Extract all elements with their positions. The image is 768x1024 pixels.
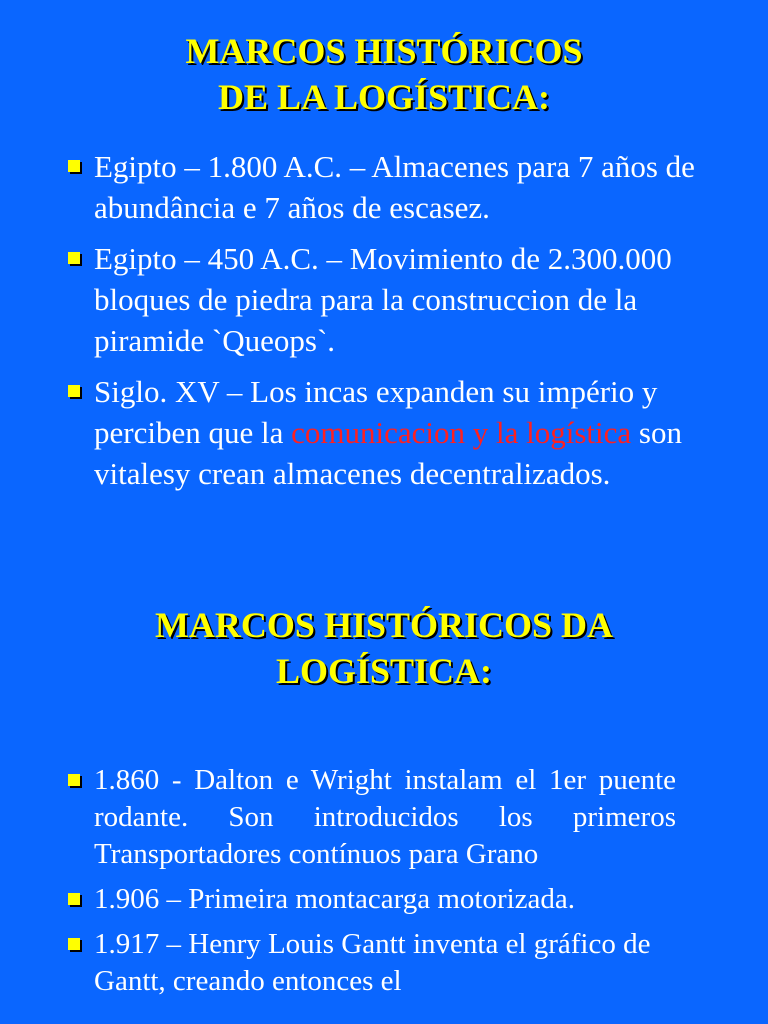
bullet-text: 1.860 - Dalton e Wright instalam el 1er puente rodante. Son introducidos los primeros Transportadores contínuos para Grano <box>94 764 676 870</box>
highlighted-text: comunicacion y la logística <box>291 415 632 450</box>
slide-marcos-historicos-2 <box>0 590 768 1024</box>
slide1-bullet-egipto-450 <box>64 238 724 361</box>
slide1-bullet-list <box>64 146 724 504</box>
slide2-bullet-list <box>64 762 676 1008</box>
slide2-bullet-1906 <box>64 881 676 918</box>
slide1-bullet-egipto-1800 <box>64 146 724 228</box>
bullet-text: 1.906 – Primeira montacarga motorizada. <box>94 883 576 915</box>
slide2-bullet-1860 <box>64 762 676 873</box>
slide2-title <box>0 590 768 694</box>
slide2-title-line1: MARCOS HISTÓRICOS DA <box>154 605 614 645</box>
square-bullet-icon <box>68 938 80 950</box>
slide1-title <box>0 0 768 120</box>
square-bullet-icon <box>68 774 80 786</box>
bullet-text: Egipto – 450 A.C. – Movimiento de 2.300.000 bloques de piedra para la construccion de la piramide `Queops`. <box>94 241 672 358</box>
bullet-text: 1.917 – Henry Louis Gantt inventa el gráfico de Gantt, creando entonces el <box>94 928 651 997</box>
square-bullet-icon <box>68 893 80 905</box>
slide1-title-line2: DE LA LOGÍSTICA: <box>217 77 551 117</box>
slide2-bullet-1917 <box>64 926 676 1000</box>
slide1-bullet-siglo-xv <box>64 371 724 494</box>
square-bullet-icon <box>68 252 80 264</box>
slide1-title-line1: MARCOS HISTÓRICOS <box>185 31 583 71</box>
square-bullet-icon <box>68 385 80 397</box>
bullet-text-before: Siglo. XV – Los incas expanden su império y perciben que la <box>94 374 658 450</box>
bullet-text: Egipto – 1.800 A.C. – Almacenes para 7 años de abundância e 7 años de escasez. <box>94 149 695 225</box>
bullet-text-after: son vitalesy crean almacenes decentralizados. <box>94 415 682 491</box>
slide2-title-line2: LOGÍSTICA: <box>275 651 493 691</box>
square-bullet-icon <box>68 160 80 172</box>
